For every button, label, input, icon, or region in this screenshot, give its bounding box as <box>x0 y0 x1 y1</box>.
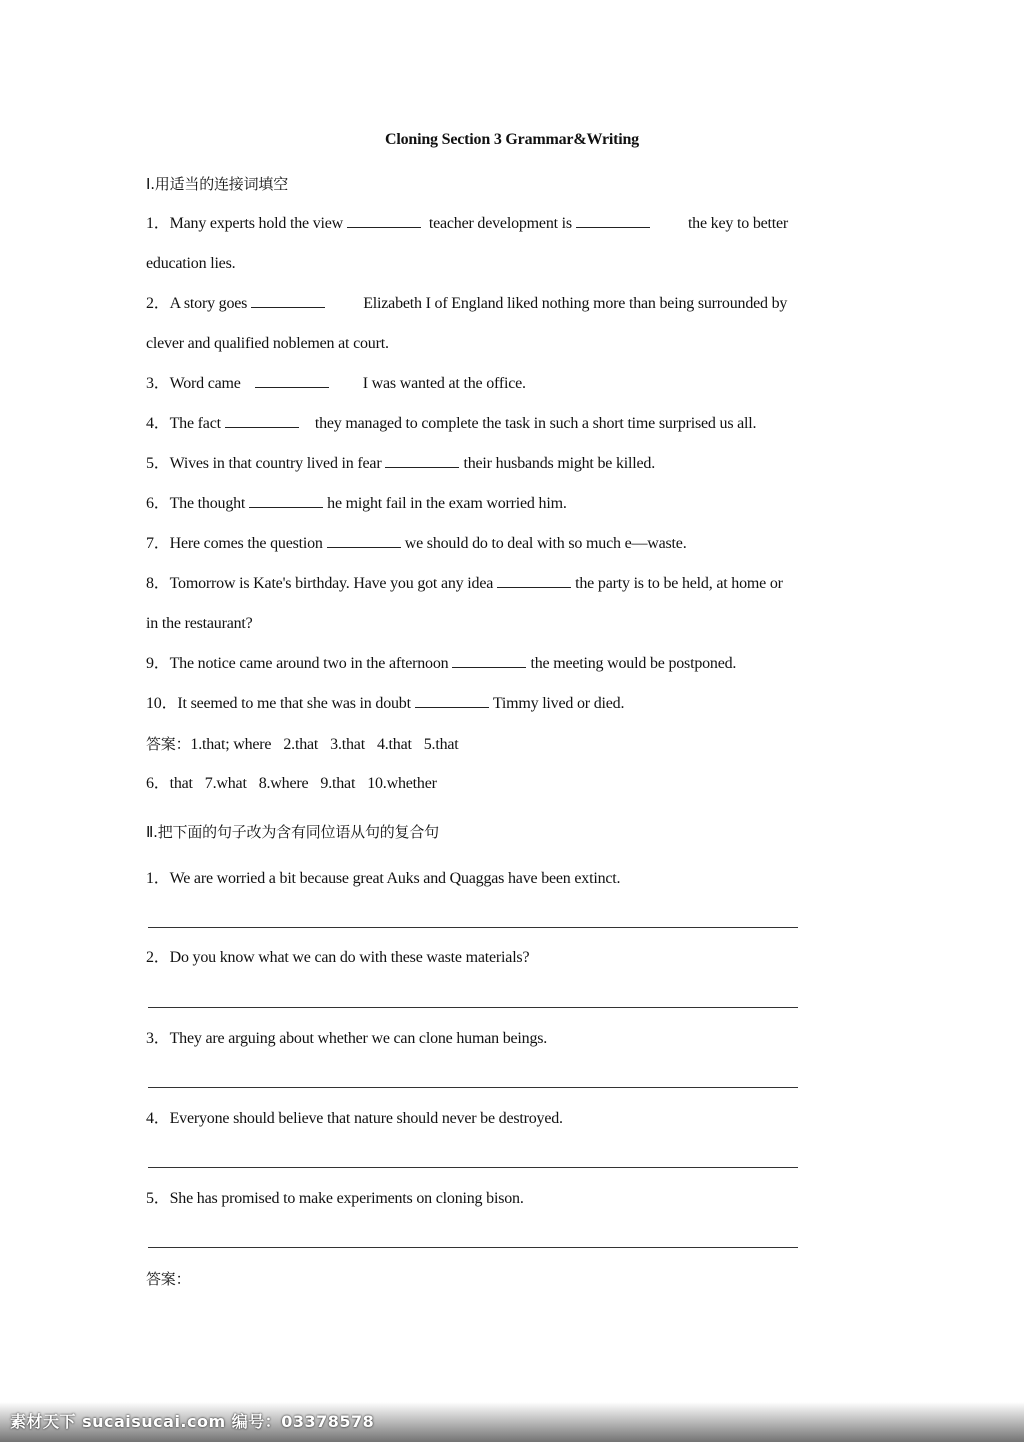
question-10-text-b: Timmy lived or died. <box>492 695 625 712</box>
section-2-answer-label: 答案： <box>146 1270 191 1288</box>
answer-line[interactable] <box>148 1247 798 1248</box>
blank <box>251 293 325 308</box>
question-7 <box>146 532 886 556</box>
blank <box>225 413 299 428</box>
blank <box>497 573 571 588</box>
section-2-heading: Ⅱ.把下面的句子改为含有同位语从句的复合句 <box>146 823 439 841</box>
answer: 8.where <box>258 775 309 792</box>
blank <box>415 693 489 708</box>
answer: 6．that <box>146 775 193 792</box>
question-3-text-b: I was wanted at the office. <box>362 375 526 392</box>
answer: 9.that <box>320 775 356 792</box>
watermark-text: 素材天下 sucaisucai.com 编号：03378578 <box>10 1412 375 1431</box>
answer: 2.that <box>283 736 319 753</box>
blank <box>249 493 323 508</box>
question-2 <box>146 292 886 316</box>
question-9 <box>146 652 886 676</box>
answer: 5.that <box>423 736 459 753</box>
question-3 <box>146 372 886 396</box>
question-1-text-b: teacher development is <box>428 215 572 232</box>
question-1-text-c: the key to better <box>687 215 789 232</box>
answer: 1.that; where <box>190 736 272 753</box>
question-9-text-b: the meeting would be postponed. <box>530 655 737 672</box>
rewrite-item-4: 4．Everyone should believe that nature should never be destroyed. <box>146 1110 563 1127</box>
answers-row-1 <box>146 732 886 757</box>
question-2-text-b: Elizabeth I of England liked nothing more than being surrounded by <box>363 295 788 312</box>
question-8-cont: in the restaurant? <box>146 615 253 632</box>
blank <box>576 213 650 228</box>
answers-label: 答案： <box>146 735 191 753</box>
rewrite-item-3: 3．They are arguing about whether we can clone human beings. <box>146 1030 548 1047</box>
question-4-text-a: 4．The fact <box>146 415 221 432</box>
blank <box>347 213 421 228</box>
blank <box>255 373 329 388</box>
answer-line[interactable] <box>148 1007 798 1008</box>
answer-line[interactable] <box>148 1087 798 1088</box>
blank <box>452 653 526 668</box>
question-9-text-a: 9．The notice came around two in the afternoon <box>146 655 449 672</box>
question-1 <box>146 212 886 236</box>
question-5-text-b: their husbands might be killed. <box>463 455 656 472</box>
question-2-cont: clever and qualified noblemen at court. <box>146 335 389 352</box>
question-4 <box>146 412 886 436</box>
answers-row-2 <box>146 772 886 796</box>
answer: 3.that <box>330 736 365 753</box>
question-6-text-b: he might fail in the exam worried him. <box>327 495 567 512</box>
blank <box>385 453 459 468</box>
question-8-text-a: 8．Tomorrow is Kate's birthday. Have you got any idea <box>146 575 494 592</box>
rewrite-item-5: 5．She has promised to make experiments on cloning bison. <box>146 1190 524 1207</box>
answer-line[interactable] <box>148 927 798 928</box>
question-1-text-a: 1．Many experts hold the view <box>146 215 344 232</box>
answer: 10.whether <box>367 775 437 792</box>
answer: 4.that <box>376 736 412 753</box>
page-title: Cloning Section 3 Grammar&Writing <box>385 131 639 148</box>
watermark-bar <box>0 1402 1024 1442</box>
question-5-text-a: 5．Wives in that country lived in fear <box>146 455 382 472</box>
question-10 <box>146 692 886 716</box>
question-7-text-b: we should do to deal with so much e—waste. <box>404 535 687 552</box>
answer-line[interactable] <box>148 1167 798 1168</box>
question-5 <box>146 452 886 476</box>
rewrite-item-1: 1．We are worried a bit because great Auks and Quaggas have been extinct. <box>146 870 621 887</box>
question-8 <box>146 572 886 596</box>
section-1-heading: Ⅰ.用适当的连接词填空 <box>146 175 288 193</box>
question-6-text-a: 6．The thought <box>146 495 246 512</box>
answer: 7.what <box>204 775 247 792</box>
question-4-text-b: they managed to complete the task in such a short time surprised us all. <box>314 415 757 432</box>
rewrite-item-2: 2．Do you know what we can do with these waste materials? <box>146 949 530 966</box>
question-8-text-b: the party is to be held, at home or <box>575 575 783 592</box>
question-7-text-a: 7．Here comes the question <box>146 535 323 552</box>
blank <box>327 533 401 548</box>
question-3-text-a: 3．Word came <box>146 375 241 392</box>
question-10-text-a: 10．It seemed to me that she was in doubt <box>146 695 411 712</box>
question-1-cont: education lies. <box>146 255 236 272</box>
question-6 <box>146 492 886 516</box>
question-2-text-a: 2．A story goes <box>146 295 248 312</box>
